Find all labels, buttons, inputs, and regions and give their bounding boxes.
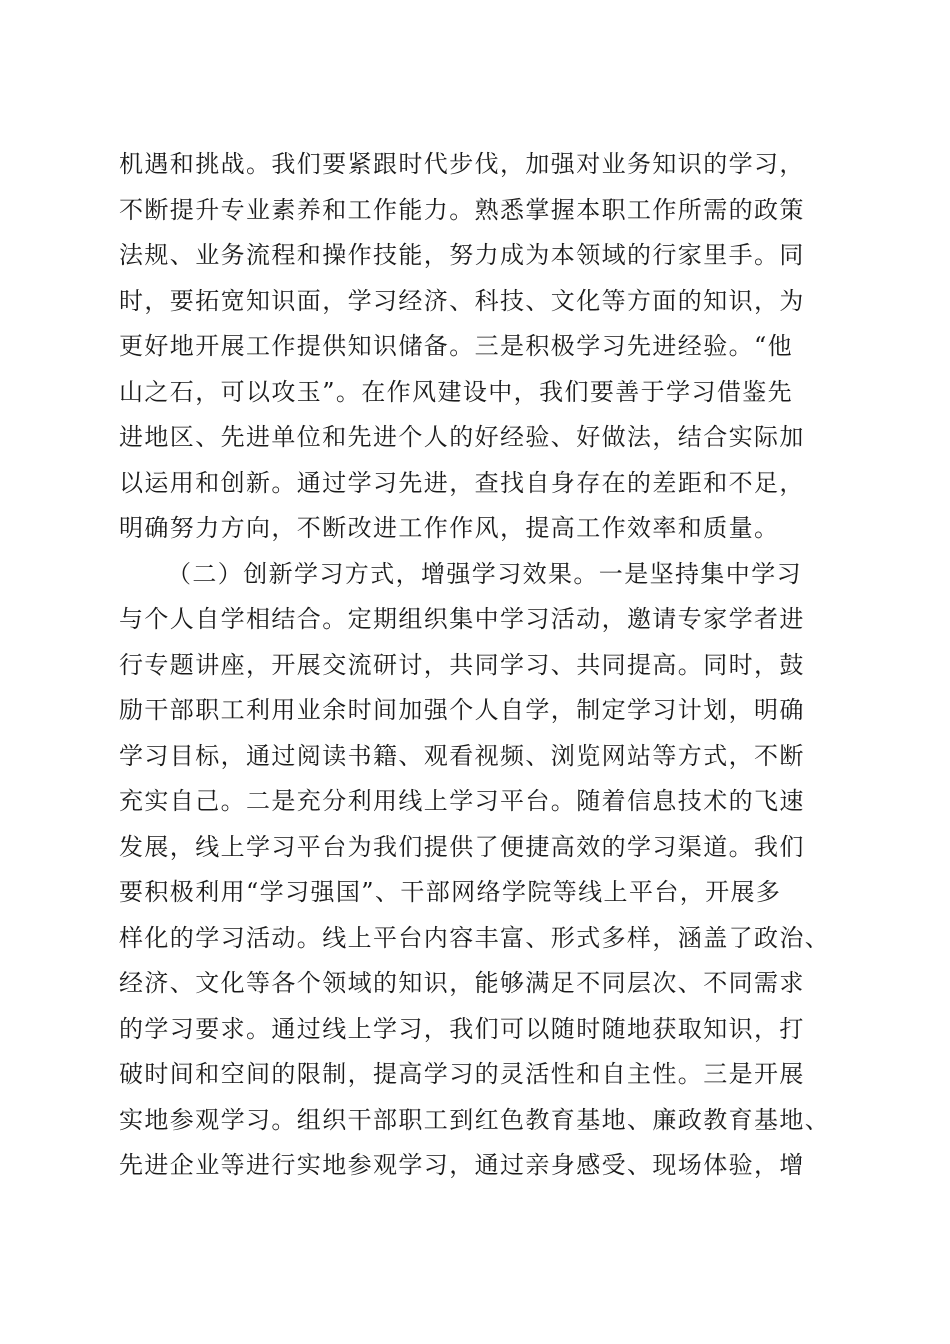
text-line: 充实自己。二是充分利用线上学习平台。随着信息技术的飞速 [119, 787, 805, 815]
text-line: 要积极利用“学习强国”、干部网络学院等线上平台，开展多 [119, 878, 782, 906]
text-line: 山之石，可以攻玉”。在作风建设中，我们要善于学习借鉴先 [119, 377, 794, 406]
body-text [119, 142, 839, 1189]
text-line: 经济、文化等各个领域的知识，能够满足不同层次、不同需求 [119, 969, 805, 997]
text-line: 实地参观学习。组织干部职工到红色教育基地、廉政教育基地、 [119, 1105, 831, 1134]
text-line: 样化的学习活动。线上平台内容丰富、形式多样，涵盖了政治、 [119, 923, 831, 952]
text-line: 明确努力方向，不断改进工作作风，提高工作效率和质量。 [119, 514, 780, 542]
text-line: 不断提升专业素养和工作能力。熟悉掌握本职工作所需的政策 [119, 195, 805, 224]
text-line: 法规、业务流程和操作技能，努力成为本领域的行家里手。同 [119, 241, 805, 269]
text-line: 破时间和空间的限制，提高学习的灵活性和自主性。三是开展 [119, 1060, 805, 1088]
text-line: 更好地开展工作提供知识储备。三是积极学习先进经验。“他 [119, 332, 794, 360]
text-line: 与个人自学相结合。定期组织集中学习活动，邀请专家学者进 [119, 605, 805, 633]
text-line: 的学习要求。通过线上学习，我们可以随时随地获取知识，打 [119, 1014, 805, 1043]
text-line: 时，要拓宽知识面，学习经济、科技、文化等方面的知识，为 [119, 286, 805, 315]
text-line: 机遇和挑战。我们要紧跟时代步伐，加强对业务知识的学习， [119, 150, 805, 178]
text-line: 进地区、先进单位和先进个人的好经验、好做法，结合实际加 [119, 423, 805, 451]
text-line: 先进企业等进行实地参观学习，通过亲身感受、现场体验，增 [119, 1151, 805, 1179]
text-line: 励干部职工利用业余时间加强个人自学，制定学习计划，明确 [119, 696, 805, 724]
text-line: 发展，线上学习平台为我们提供了便捷高效的学习渠道。我们 [119, 832, 805, 861]
text-line: 行专题讲座，开展交流研讨，共同学习、共同提高。同时，鼓 [119, 650, 805, 679]
section-heading-line: （二）创新学习方式，增强学习效果。一是坚持集中学习 [167, 559, 802, 588]
text-line: 以运用和创新。通过学习先进，查找自身存在的差距和不足， [119, 468, 805, 497]
text-line: 学习目标，通过阅读书籍、观看视频、浏览网站等方式，不断 [119, 741, 805, 770]
